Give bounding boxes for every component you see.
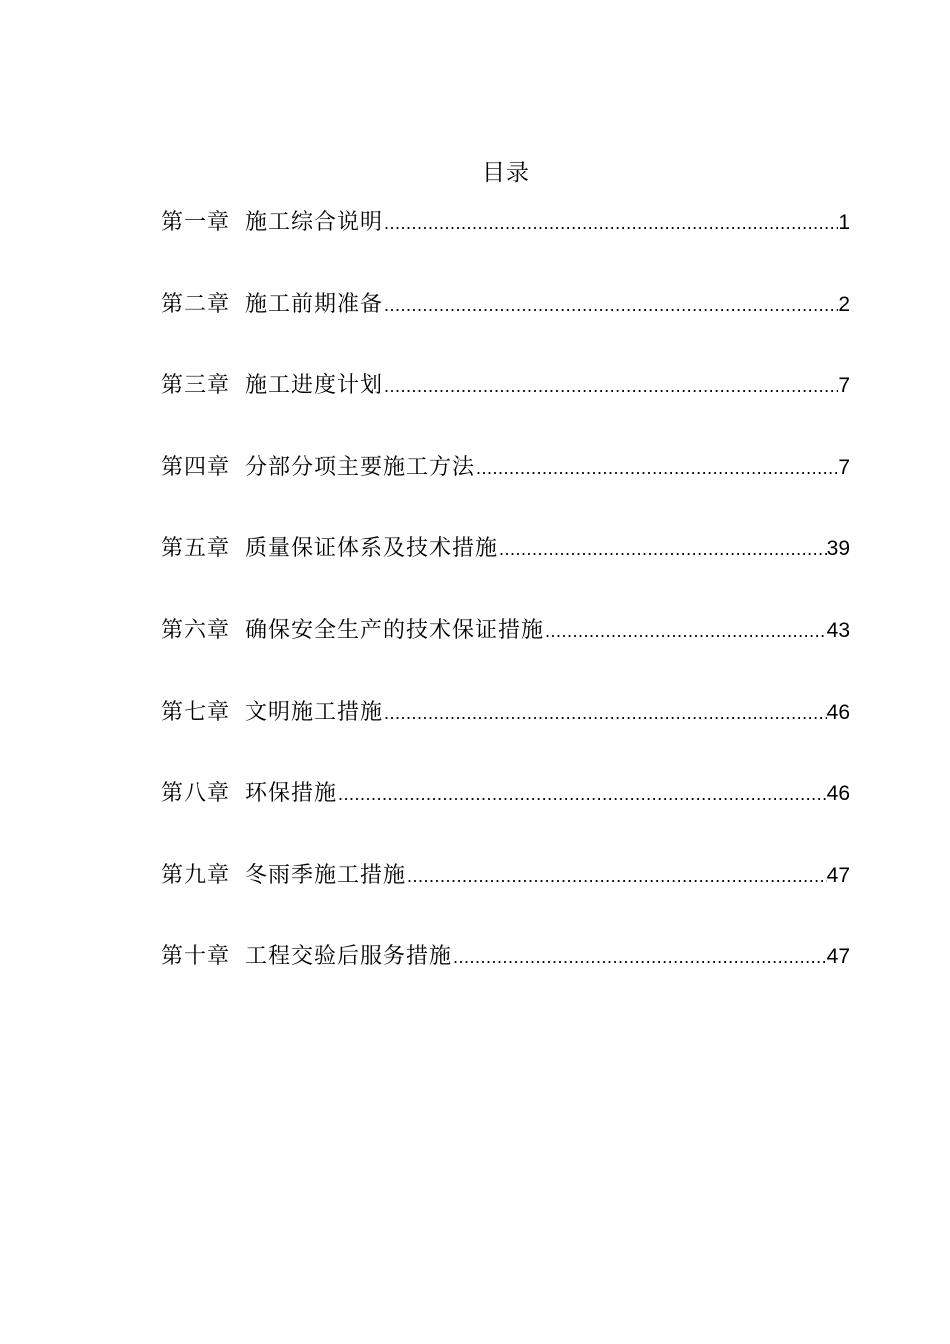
toc-page-number: 43 bbox=[826, 618, 850, 642]
toc-entry[interactable] bbox=[161, 532, 850, 614]
toc-dot-leader bbox=[383, 369, 838, 403]
toc-entry[interactable] bbox=[161, 696, 850, 778]
toc-page-number: 7 bbox=[838, 455, 850, 479]
toc-chapter-number: 第八章 bbox=[161, 781, 231, 807]
toc-dot-leader bbox=[383, 288, 838, 322]
toc-entry[interactable] bbox=[161, 206, 850, 288]
toc-chapter-title: 施工综合说明 bbox=[245, 210, 384, 235]
toc-title: 目录 bbox=[482, 160, 530, 186]
table-of-contents bbox=[161, 206, 850, 1022]
toc-chapter-number: 第十章 bbox=[161, 944, 231, 970]
toc-entry[interactable] bbox=[161, 859, 850, 941]
toc-entry[interactable] bbox=[161, 777, 850, 859]
toc-page-number: 47 bbox=[826, 945, 850, 969]
toc-chapter-number: 第五章 bbox=[161, 536, 231, 562]
toc-dot-leader bbox=[475, 451, 838, 485]
toc-entry[interactable] bbox=[161, 451, 850, 533]
toc-chapter-title: 分部分项主要施工方法 bbox=[245, 454, 476, 480]
toc-page-number: 2 bbox=[838, 292, 850, 316]
toc-chapter-title: 确保安全生产的技术保证措施 bbox=[245, 617, 545, 643]
toc-entry[interactable] bbox=[161, 369, 850, 451]
toc-chapter-title: 环保措施 bbox=[245, 781, 338, 807]
toc-chapter-title: 质量保证体系及技术措施 bbox=[245, 536, 499, 562]
toc-chapter-number: 第九章 bbox=[161, 862, 231, 888]
toc-dot-leader bbox=[544, 614, 827, 648]
toc-entry[interactable] bbox=[161, 288, 850, 370]
toc-chapter-number: 第二章 bbox=[161, 291, 231, 317]
toc-dot-leader bbox=[406, 859, 827, 893]
toc-page-number: 46 bbox=[826, 700, 850, 724]
toc-chapter-title: 工程交验后服务措施 bbox=[245, 944, 453, 970]
toc-dot-leader bbox=[383, 206, 838, 240]
toc-entry[interactable] bbox=[161, 614, 850, 696]
toc-entry[interactable] bbox=[161, 940, 850, 1022]
toc-dot-leader bbox=[383, 696, 827, 730]
toc-chapter-number: 第七章 bbox=[161, 699, 231, 725]
toc-chapter-title: 文明施工措施 bbox=[245, 699, 384, 725]
toc-chapter-number: 第一章 bbox=[161, 210, 231, 235]
toc-page-number: 7 bbox=[838, 374, 850, 398]
toc-page-number: 46 bbox=[826, 782, 850, 806]
toc-chapter-title: 冬雨季施工措施 bbox=[245, 862, 407, 888]
toc-chapter-title: 施工进度计划 bbox=[245, 373, 384, 399]
toc-dot-leader bbox=[452, 940, 827, 974]
toc-dot-leader bbox=[337, 777, 827, 811]
toc-chapter-title: 施工前期准备 bbox=[245, 291, 384, 317]
toc-page-number: 39 bbox=[826, 537, 850, 561]
toc-page-number: 47 bbox=[826, 863, 850, 887]
toc-chapter-number: 第四章 bbox=[161, 454, 231, 480]
toc-page-number: 1 bbox=[838, 211, 850, 234]
toc-chapter-number: 第六章 bbox=[161, 617, 231, 643]
toc-dot-leader bbox=[498, 532, 827, 566]
toc-chapter-number: 第三章 bbox=[161, 373, 231, 399]
